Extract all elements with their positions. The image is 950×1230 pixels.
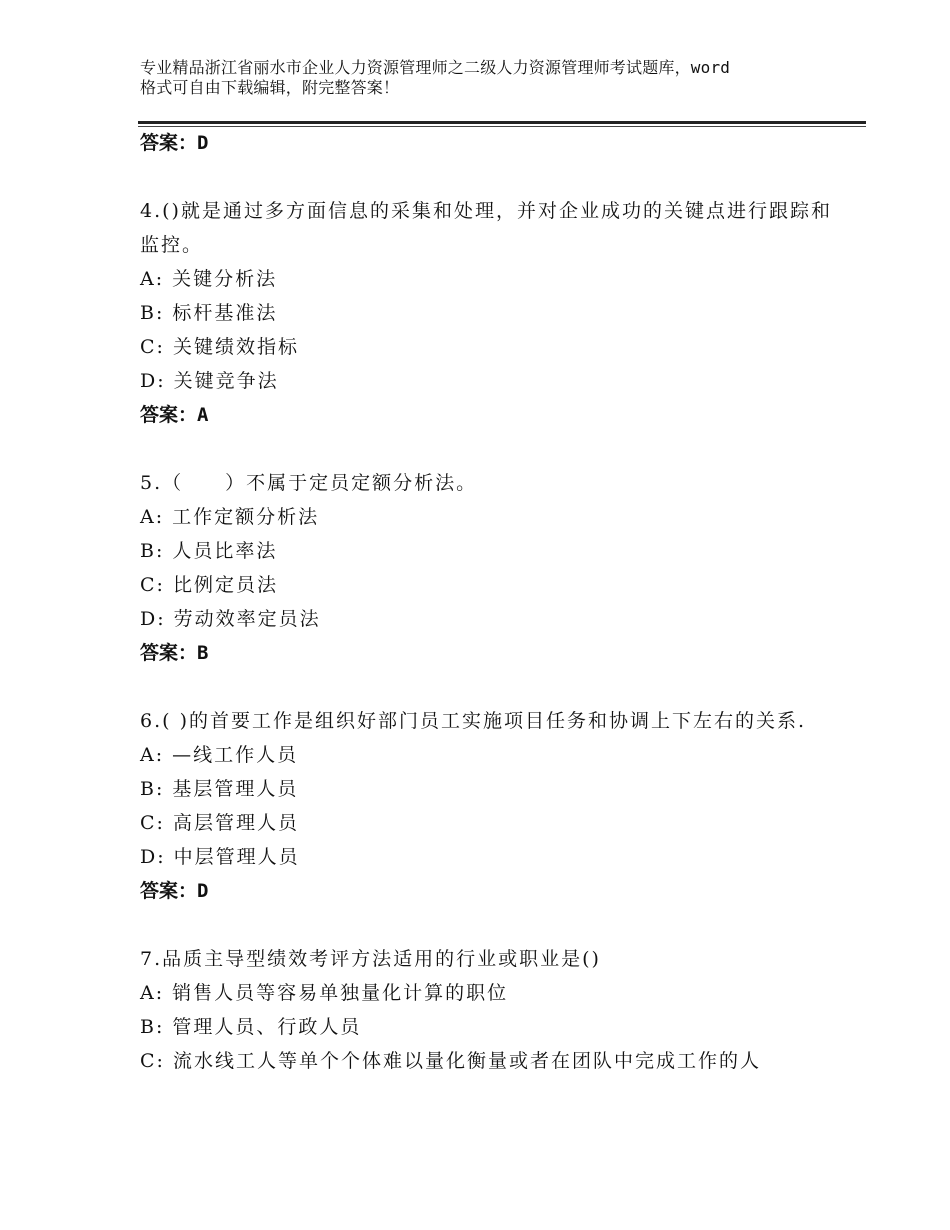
question-block [140,942,840,1078]
question-text: 4.()就是通过多方面信息的采集和处理，并对企业成功的关键点进行跟踪和监控。 [140,200,832,256]
answer-line: 答案：B [140,642,209,664]
option-c: C: 高层管理人员 [140,812,299,834]
question-text: 5.（ ）不属于定员定额分析法。 [140,472,478,494]
option-d: D: 关键竞争法 [140,370,279,392]
header-rule-thick [138,121,866,124]
option-b: B: 管理人员、行政人员 [140,1016,362,1038]
option-b: B: 基层管理人员 [140,778,299,800]
option-a: A: 关键分析法 [140,268,278,290]
option-c: C: 流水线工人等单个个体难以量化衡量或者在团队中完成工作的人 [140,1050,761,1072]
option-d: D: 中层管理人员 [140,846,300,868]
header-line-1: 专业精品浙江省丽水市企业人力资源管理师之二级人力资源管理师考试题库，word [140,58,731,77]
option-c: C: 关键绩效指标 [140,336,299,358]
question-list [140,126,840,1078]
question-text: 6.( )的首要工作是组织好部门员工实施项目任务和协调上下左右的关系. [140,710,807,732]
option-a: A: 工作定额分析法 [140,506,320,528]
question-block [140,704,840,908]
option-a: A: 销售人员等容易单独量化计算的职位 [140,982,509,1004]
option-b: B: 标杆基准法 [140,302,278,324]
option-d: D: 劳动效率定员法 [140,608,321,630]
page-header [140,58,830,98]
option-c: C: 比例定员法 [140,574,278,596]
option-b: B: 人员比率法 [140,540,278,562]
answer-line: 答案：A [140,404,209,426]
question-text: 7.品质主导型绩效考评方法适用的行业或职业是() [140,948,601,970]
header-line-2: 格式可自由下载编辑，附完整答案！ [140,78,400,97]
answer-line: 答案：D [140,880,209,902]
question-block [140,466,840,670]
option-a: A: —线工作人员 [140,744,299,766]
question-block [140,194,840,432]
answer-line: 答案：D [140,132,209,154]
